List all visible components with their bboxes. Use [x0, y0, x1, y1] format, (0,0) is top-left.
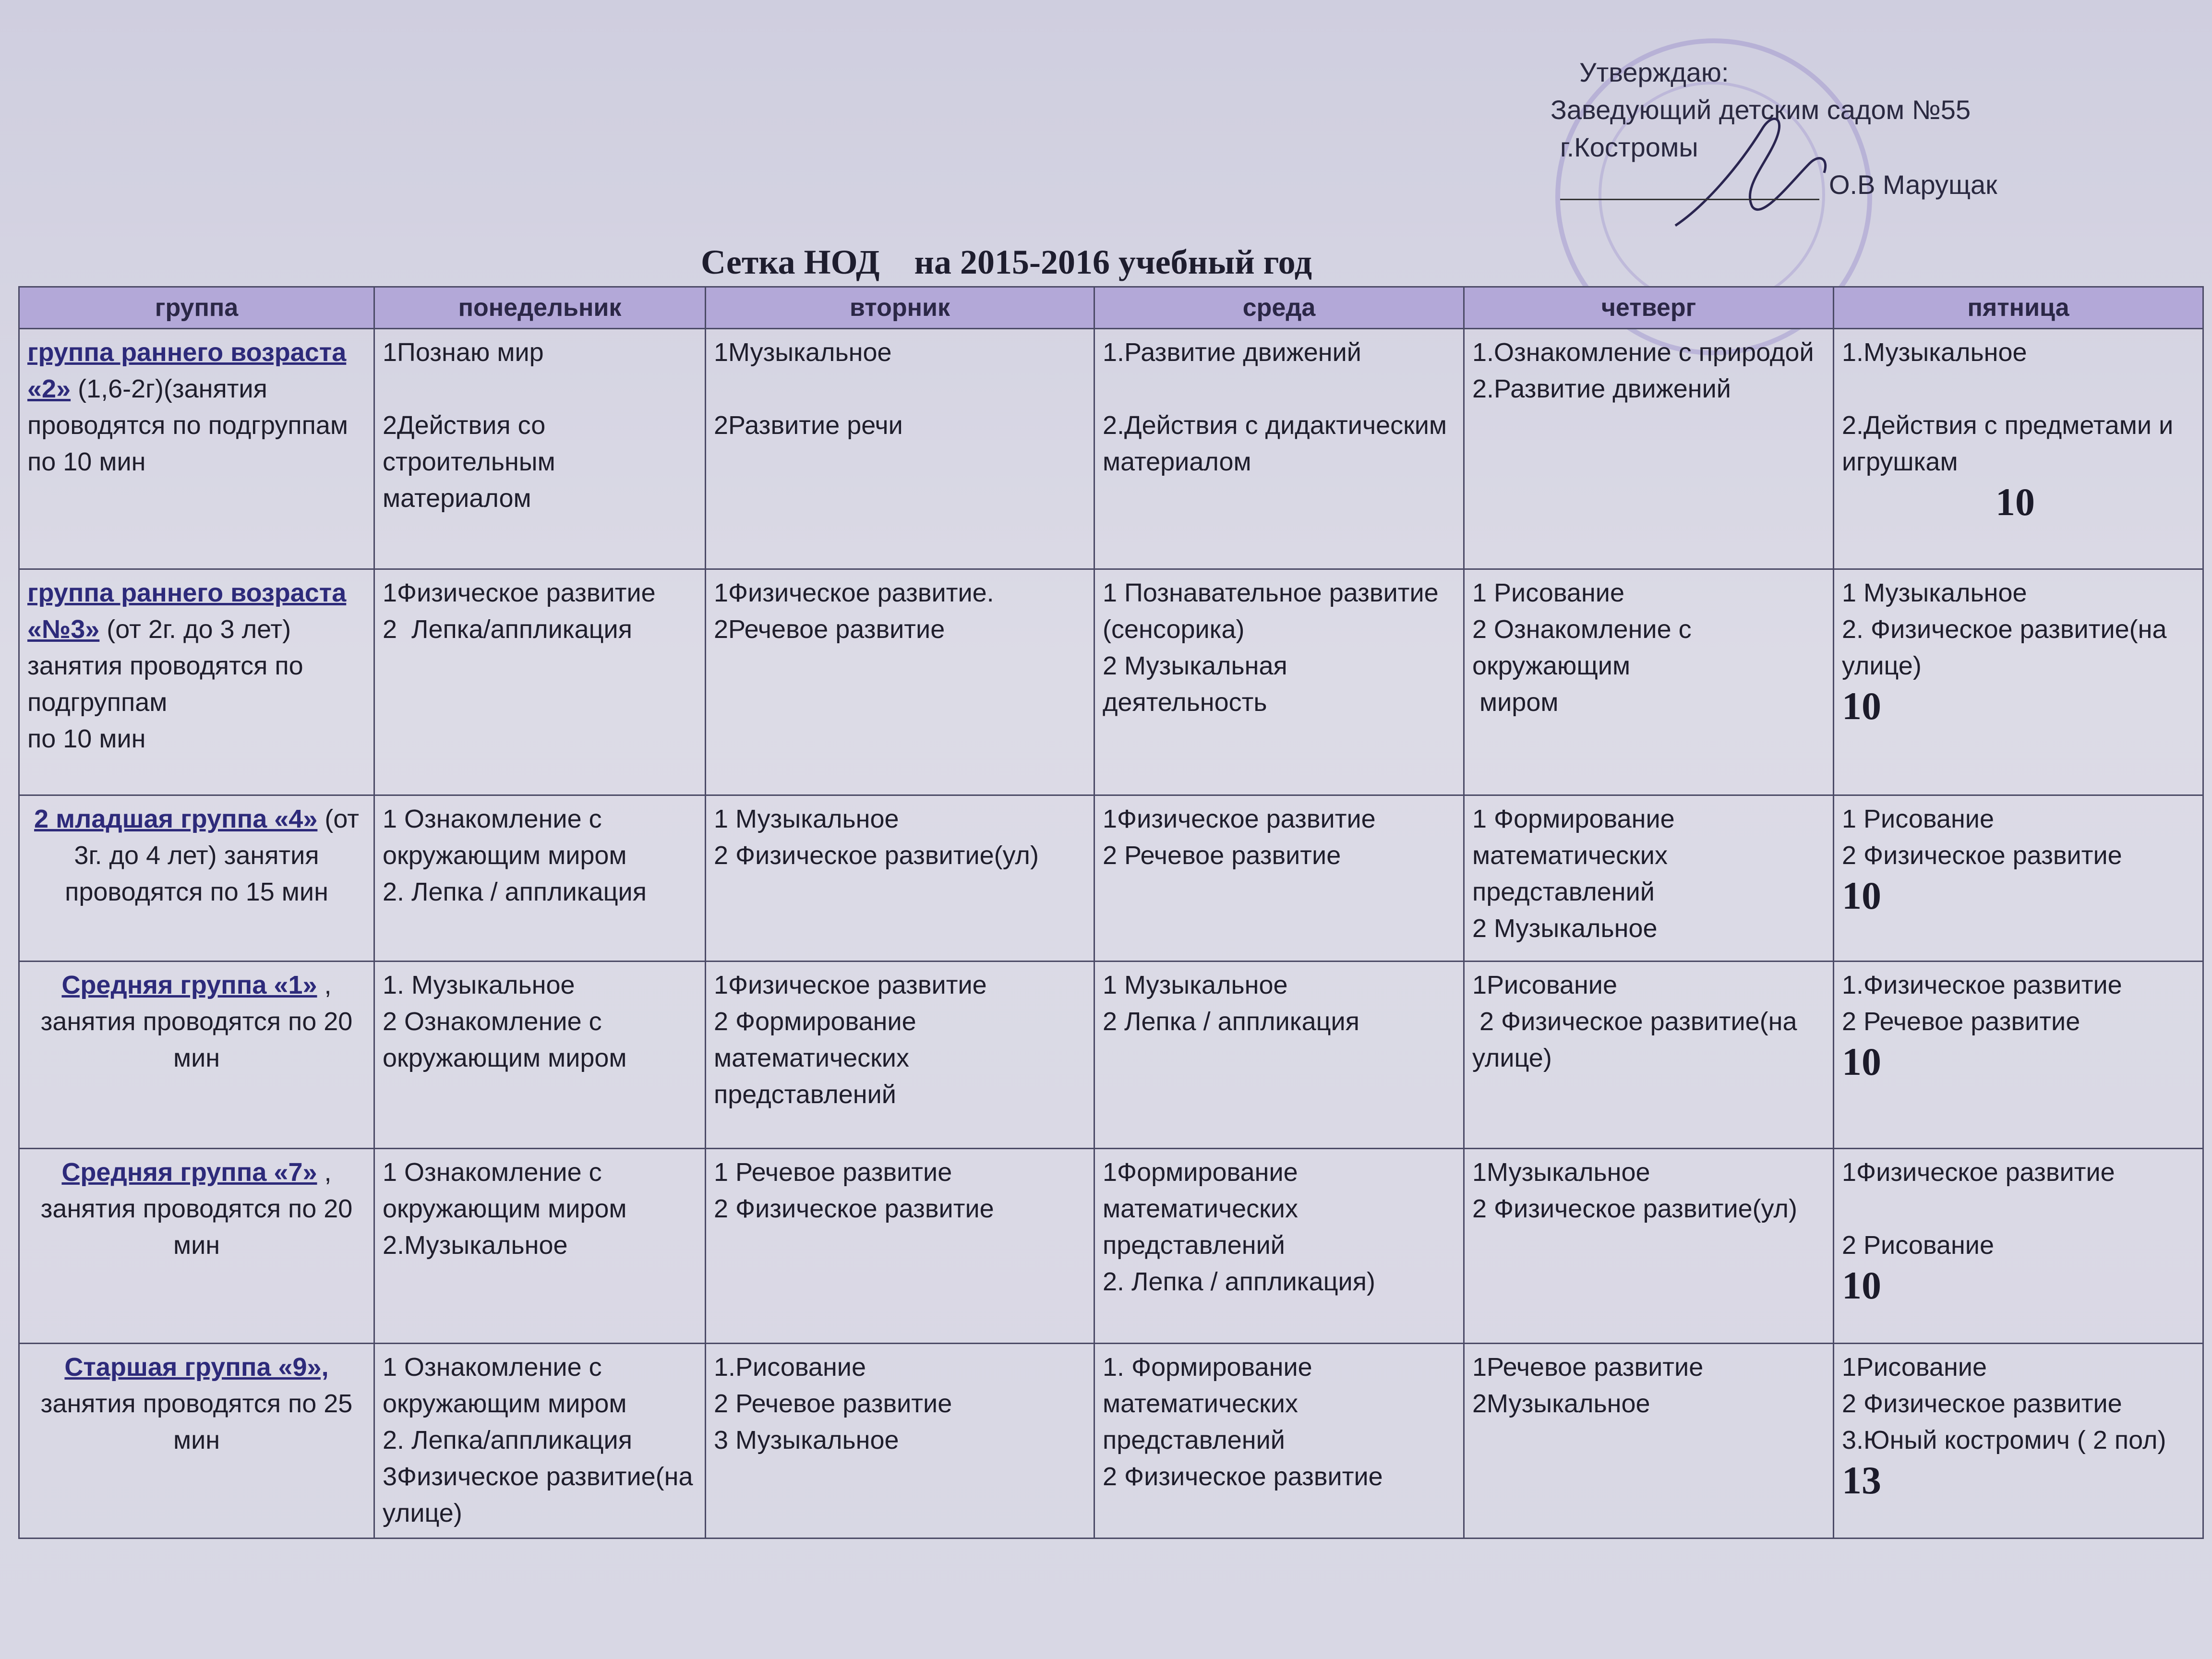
- group-cell: [19, 329, 374, 569]
- schedule-cell-thu: [1464, 1344, 1834, 1539]
- schedule-cell-fri: [1834, 569, 2203, 795]
- table-row: [19, 1344, 2203, 1539]
- weekly-count: 10: [1842, 873, 1881, 917]
- schedule-cell-tue: [706, 329, 1094, 569]
- schedule-cell-thu: [1464, 795, 1834, 961]
- header-thursday: четверг: [1464, 287, 1834, 329]
- weekly-count: 10: [1842, 684, 1881, 728]
- group-name: Средняя группа «7»: [61, 1158, 317, 1187]
- schedule-cell-thu: [1464, 1149, 1834, 1344]
- schedule-cell-mon: [374, 569, 706, 795]
- header-tuesday: вторник: [706, 287, 1094, 329]
- group-name: Средняя группа «1»: [61, 970, 317, 999]
- schedule-cell-thu: [1464, 329, 1834, 569]
- schedule-cell-mon: [374, 961, 706, 1149]
- group-description: (от 2г. до 3 лет) занятия проводятся по подгруппам по 10 мин: [27, 614, 303, 753]
- approval-block: [1551, 54, 2127, 209]
- table-row: [19, 1149, 2203, 1344]
- activity-list: 1Формирование математических представлений 2. Лепка / аппликация): [1103, 1158, 1375, 1297]
- group-description: (от 3г. до 4 лет) занятия проводятся по 15 мин: [65, 804, 366, 906]
- activity-list: 1 Рисование 2 Ознакомление с окружающим миром: [1472, 578, 1692, 717]
- group-name: группа раннего возраста «№3»: [27, 578, 347, 644]
- activity-list: 1Физическое развитие 2 Лепка/аппликация: [383, 578, 656, 644]
- activity-list: 1. Музыкальное 2 Ознакомление с окружающим миром: [383, 970, 627, 1072]
- activity-list: 1 Музыкальное 2. Физическое развитие(на улице): [1842, 578, 2167, 680]
- schedule-table: [18, 286, 2204, 1539]
- table-row: [19, 795, 2203, 961]
- activity-list: 1 Музыкальное 2 Физическое развитие(ул): [714, 804, 1039, 870]
- activity-list: 1Музыкальное 2Развитие речи: [714, 338, 903, 440]
- activity-list: 1 Ознакомление с окружающим миром 2.Музыкальное: [383, 1158, 627, 1260]
- schedule-cell-fri: [1834, 1344, 2203, 1539]
- table-row: [19, 961, 2203, 1149]
- group-cell: [19, 1344, 374, 1539]
- table-row: [19, 329, 2203, 569]
- schedule-cell-fri: [1834, 961, 2203, 1149]
- activity-list: 1.Рисование 2 Речевое развитие 3 Музыкальное: [714, 1353, 952, 1455]
- table-row: [19, 569, 2203, 795]
- activity-list: 1 Ознакомление с окружающим миром 2. Лепка/аппликация 3Физическое развитие(на улице): [383, 1353, 693, 1528]
- header-friday: пятница: [1834, 287, 2203, 329]
- activity-list: 1 Познавательное развитие (сенсорика) 2 Музыкальная деятельность: [1103, 578, 1439, 717]
- schedule-cell-wed: [1094, 1149, 1464, 1344]
- schedule-cell-mon: [374, 795, 706, 961]
- schedule-cell-wed: [1094, 795, 1464, 961]
- group-description: занятия проводятся по 25 мин: [40, 1353, 360, 1455]
- page-title: Сетка НОД на 2015-2016 учебный год: [701, 243, 1312, 281]
- approval-signature-row: [1551, 166, 2127, 209]
- activity-list: 1 Ознакомление с окружающим миром 2. Лепка / аппликация: [383, 804, 647, 906]
- schedule-cell-fri: [1834, 1149, 2203, 1344]
- activity-list: 1Рисование 2 Физическое развитие(на улице): [1472, 970, 1797, 1072]
- group-name: Старшая группа «9»,: [64, 1353, 329, 1382]
- approval-line2: Заведующий детским садом №55: [1551, 95, 1971, 125]
- activity-list: 1 Музыкальное 2 Лепка / аппликация: [1103, 970, 1359, 1036]
- activity-list: 1Музыкальное 2 Физическое развитие(ул): [1472, 1158, 1797, 1224]
- group-name: группа раннего возраста «2»: [27, 338, 347, 403]
- activity-list: 1Физическое развитие 2 Рисование: [1842, 1158, 2115, 1260]
- schedule-cell-tue: [706, 1149, 1094, 1344]
- schedule-cell-wed: [1094, 1344, 1464, 1539]
- schedule-cell-tue: [706, 569, 1094, 795]
- activity-list: 1. Формирование математических представлений 2 Физическое развитие: [1103, 1353, 1383, 1491]
- schedule-cell-fri: [1834, 795, 2203, 961]
- approver-name: О.В Марущак: [1829, 169, 1997, 200]
- activity-list: 1Физическое развитие. 2Речевое развитие: [714, 578, 994, 644]
- activity-list: 1Речевое развитие 2Музыкальное: [1472, 1353, 1704, 1419]
- group-description: , занятия проводятся по 20 мин: [40, 1158, 360, 1260]
- group-cell: [19, 795, 374, 961]
- group-cell: [19, 1149, 374, 1344]
- weekly-count: 10: [1842, 1039, 1881, 1083]
- schedule-cell-mon: [374, 1344, 706, 1539]
- weekly-count: 13: [1842, 1458, 1881, 1503]
- header-wednesday: среда: [1094, 287, 1464, 329]
- schedule-cell-tue: [706, 795, 1094, 961]
- activity-list: 1.Физическое развитие 2 Речевое развитие: [1842, 970, 2122, 1036]
- schedule-cell-thu: [1464, 961, 1834, 1149]
- group-cell: [19, 961, 374, 1149]
- group-cell: [19, 569, 374, 795]
- signature-line: [1560, 199, 1819, 200]
- approval-line1: Утверждаю:: [1579, 57, 1729, 87]
- activity-list: 1Познаю мир 2Действия со строительным материалом: [383, 338, 555, 513]
- schedule-cell-wed: [1094, 329, 1464, 569]
- schedule-cell-thu: [1464, 569, 1834, 795]
- weekly-count: 10: [1996, 480, 2035, 524]
- header-monday: понедельник: [374, 287, 706, 329]
- schedule-cell-fri: [1834, 329, 2203, 569]
- schedule-cell-mon: [374, 329, 706, 569]
- activity-list: 1.Ознакомление с природой 2.Развитие движений: [1472, 338, 1814, 403]
- activity-list: 1Физическое развитие 2 Речевое развитие: [1103, 804, 1376, 870]
- schedule-cell-wed: [1094, 961, 1464, 1149]
- group-name: 2 младшая группа «4»: [34, 804, 318, 833]
- header-group: группа: [19, 287, 374, 329]
- schedule-cell-mon: [374, 1149, 706, 1344]
- activity-list: 1.Развитие движений 2.Действия с дидактическим материалом: [1103, 338, 1447, 476]
- approval-line3: г.Костромы: [1560, 132, 1698, 162]
- schedule-cell-wed: [1094, 569, 1464, 795]
- activity-list: 1.Музыкальное 2.Действия с предметами и игрушкам: [1842, 338, 2174, 476]
- schedule-cell-tue: [706, 961, 1094, 1149]
- weekly-count: 10: [1842, 1263, 1881, 1308]
- group-description: , занятия проводятся по 20 мин: [40, 970, 360, 1072]
- activity-list: 1 Речевое развитие 2 Физическое развитие: [714, 1158, 994, 1224]
- header-row: [19, 287, 2203, 329]
- activity-list: 1Физическое развитие 2 Формирование математических представлений: [714, 970, 987, 1109]
- activity-list: 1 Формирование математических представлений 2 Музыкальное: [1472, 804, 1675, 943]
- activity-list: 1Рисование 2 Физическое развитие 3.Юный костромич ( 2 пол): [1842, 1353, 2166, 1455]
- schedule-cell-tue: [706, 1344, 1094, 1539]
- activity-list: 1 Рисование 2 Физическое развитие: [1842, 804, 2122, 870]
- group-description: (1,6-2г)(занятия проводятся по подгруппам по 10 мин: [27, 374, 348, 476]
